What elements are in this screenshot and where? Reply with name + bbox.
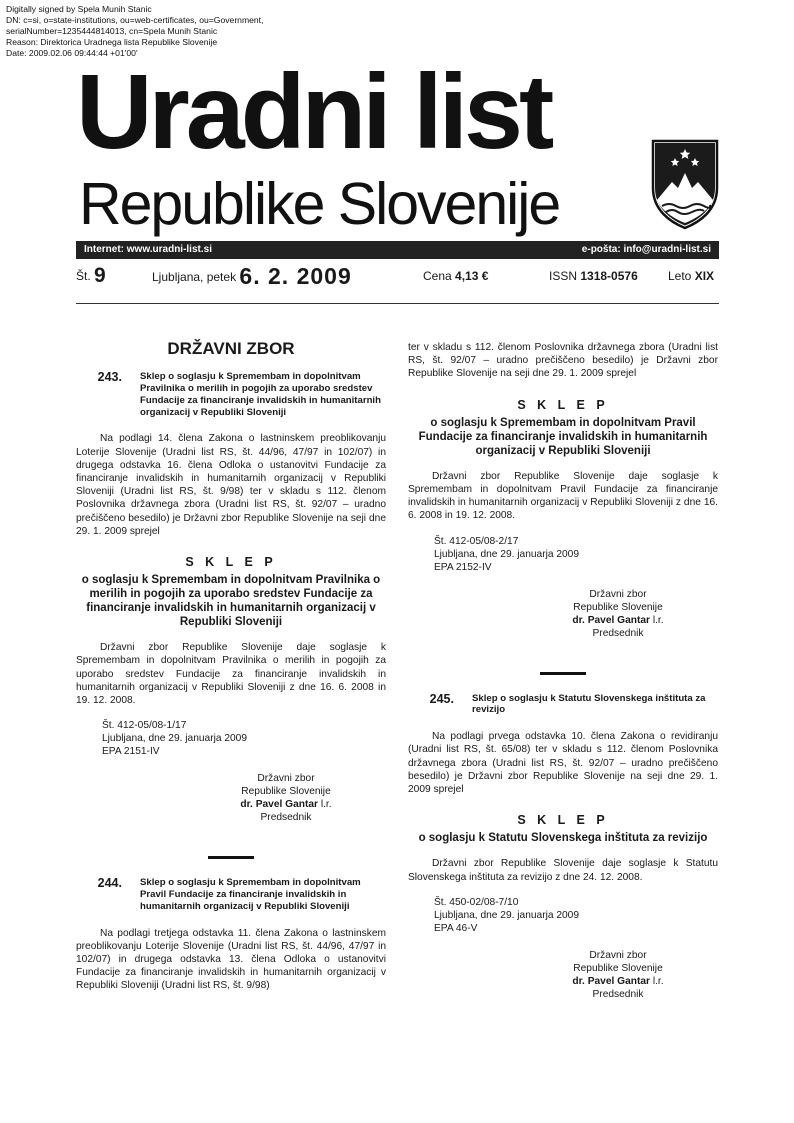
sklep-body: Državni zbor Republike Slovenije daje soglasje k Spremembam in dopolnitvam Pravilnika o merilih in pogojih za uporabo sredstev Fundacije za financiranje invalidskih in humanitarnih organizacij v Republiki Sloveniji z dne 16. 6. 2008 in 19. 12. 2008. xyxy=(76,642,386,707)
act-heading xyxy=(408,693,718,717)
digital-signature xyxy=(6,4,263,59)
reference-epa: EPA 2152-IV xyxy=(434,561,492,573)
sklep-heading: S K L E P xyxy=(517,813,609,828)
signer-line2: Republike Slovenije xyxy=(241,786,331,798)
reference-place-date: Ljubljana, dne 29. januarja 2009 xyxy=(102,733,248,745)
signature-line: Reason: Direktorica Uradnega lista Republike Slovenije xyxy=(6,37,218,47)
signature-block xyxy=(518,588,718,640)
act-intro: Na podlagi tretjega odstavka 11. člena Zakona o lastninskem preoblikovanju Loterije Slovenije (Uradni list RS, št. 44/96, 47/97 in 102/07) in drugega odstavka 13. člena Odloka o ustanovitvi Fundacije za financiranje invalidskih in humanitarnih organizacij v Republiki Sloveniji (Uradni list RS, št. 9/98) xyxy=(76,927,386,992)
signature-line: DN: c=si, o=state-institutions, ou=web-certificates, ou=Government, xyxy=(6,15,264,25)
header-rule xyxy=(76,303,719,304)
act-title: Sklep o soglasju k Spremembam in dopolnitvam Pravil Fundacije za financiranje invalidskih in humanitarnih organizacij v Republiki Sloveniji xyxy=(140,877,361,912)
right-column xyxy=(408,341,718,1001)
year-value: XIX xyxy=(694,269,715,283)
issue-price xyxy=(423,264,488,288)
act-divider xyxy=(208,856,254,859)
reference-number: Št. 412-05/08-1/17 xyxy=(102,720,187,732)
sklep-body: Državni zbor Republike Slovenije daje soglasje k Statutu Slovenskega inštituta za revizijo z dne 24. 12. 2008. xyxy=(408,858,718,883)
signer-name: dr. Pavel Gantar xyxy=(240,799,318,811)
signature-line: serialNumber=1235444814013, cn=Spela Munih Stanic xyxy=(6,26,218,36)
signer-suffix: l.r. xyxy=(320,799,332,811)
signature-line: Date: 2009.02.06 09:44:44 +01'00' xyxy=(6,48,138,58)
signer-name: dr. Pavel Gantar xyxy=(572,614,650,626)
reference-place-date: Ljubljana, dne 29. januarja 2009 xyxy=(434,909,580,921)
price-value: 4,13 € xyxy=(455,269,489,283)
price-label: Cena xyxy=(423,269,452,283)
issn-label: ISSN xyxy=(549,269,578,283)
signer-line1: Državni zbor xyxy=(589,588,647,600)
signer-role: Predsednik xyxy=(592,988,644,1000)
signer-line1: Državni zbor xyxy=(589,949,647,961)
signer-suffix: l.r. xyxy=(652,975,664,987)
sklep-subtitle: o soglasju k Spremembam in dopolnitvam Pravilnika o merilih in pogojih za uporabo sredstev Fundacije za financiranje invalidskih in humanitarnih organizacij v Republiki Sloveniji xyxy=(81,574,381,629)
issn-value: 1318-0576 xyxy=(580,269,638,283)
issue-number-label: Št. xyxy=(76,269,91,283)
masthead-title: Uradni list xyxy=(76,53,551,171)
issue-date xyxy=(152,264,352,289)
signer-suffix: l.r. xyxy=(652,614,664,626)
issue-number-value: 9 xyxy=(94,264,106,287)
signer-name: dr. Pavel Gantar xyxy=(572,975,650,987)
signer-role: Predsednik xyxy=(260,812,312,824)
signature-line: Digitally signed by Spela Munih Stanic xyxy=(6,4,152,14)
issue-place-day: Ljubljana, petek xyxy=(152,270,237,284)
signer-role: Predsednik xyxy=(592,627,644,639)
act-number: 243. xyxy=(97,370,122,385)
left-column xyxy=(76,320,386,993)
act-heading xyxy=(76,371,386,418)
act-intro-continued: ter v skladu s 112. členom Poslovnika državnega zbora (Uradni list RS, št. 92/07 – uradno prečiščeno besedilo) je Državni zbor Republike Slovenije na seji dne 29. 1. 2009 sprejel xyxy=(408,342,718,380)
signer-name-row xyxy=(186,798,386,811)
signer-line2: Republike Slovenije xyxy=(573,962,663,974)
act-title: Sklep o soglasju k Statutu Slovenskega inštituta za revizijo xyxy=(472,692,706,716)
reference-place-date: Ljubljana, dne 29. januarja 2009 xyxy=(434,548,580,560)
reference-epa: EPA 2151-IV xyxy=(102,746,160,758)
issue-date-value: 6. 2. 2009 xyxy=(239,263,352,289)
sklep-heading: S K L E P xyxy=(517,397,609,412)
reference-block xyxy=(434,896,718,935)
sklep-subtitle: o soglasju k Statutu Slovenskega inštituta za revizijo xyxy=(418,832,708,845)
contact-bar xyxy=(76,241,719,259)
sklep-subtitle: o soglasju k Spremembam in dopolnitvam Pravil Fundacije za financiranje invalidskih in humanitarnih organizacij v Republiki Sloveniji xyxy=(418,416,708,457)
signer-name-row xyxy=(518,614,718,627)
email-link[interactable]: e-pošta: info@uradni-list.si xyxy=(581,244,711,255)
sklep-body: Državni zbor Republike Slovenije daje soglasje k Spremembam in dopolnitvam Pravil Fundacije za financiranje invalidskih in humanitarnih organizacij v Republiki Sloveniji z dne 16. 6. 2008 in 19. 12. 2008. xyxy=(408,470,718,522)
signer-line1: Državni zbor xyxy=(257,773,315,785)
sklep-heading: S K L E P xyxy=(185,555,277,570)
signer-name-row xyxy=(518,975,718,988)
reference-number: Št. 412-05/08-2/17 xyxy=(434,535,519,547)
year-label: Leto xyxy=(668,269,692,283)
issue-issn xyxy=(549,264,638,288)
act-divider xyxy=(540,672,586,675)
act-number: 244. xyxy=(97,876,122,891)
internet-link[interactable]: Internet: www.uradni-list.si xyxy=(84,244,212,255)
signature-block xyxy=(518,949,718,1001)
act-heading xyxy=(76,877,386,912)
coat-of-arms-icon xyxy=(650,138,720,230)
reference-epa: EPA 46-V xyxy=(434,922,478,934)
reference-number: Št. 450-02/08-7/10 xyxy=(434,896,519,908)
section-title: DRŽAVNI ZBOR xyxy=(167,339,295,358)
signature-block xyxy=(186,772,386,824)
act-intro: Na podlagi prvega odstavka 10. člena Zakona o revidiranju (Uradni list RS, št. 65/08) ter v skladu s 112. členom Poslovnika državnega zbora (Uradni list RS, št. 92/07 – uradno prečiščeno besedilo) je Državni zbor Republike Slovenije na seji dne 29. 1. 2009 sprejel xyxy=(408,731,718,796)
act-title: Sklep o soglasju k Spremembam in dopolnitvam Pravilnika o merilih in pogojih za uporabo sredstev Fundacije za financiranje invalidskih in humanitarnih organizacij v Republiki Sloveniji xyxy=(140,371,381,418)
masthead-subtitle: Republike Slovenije xyxy=(79,171,560,237)
issue-year xyxy=(668,264,714,288)
issue-number xyxy=(76,264,106,288)
signer-line2: Republike Slovenije xyxy=(573,601,663,613)
reference-block xyxy=(434,535,718,574)
reference-block xyxy=(102,719,386,758)
act-intro: Na podlagi 14. člena Zakona o lastninskem preoblikovanju Loterije Slovenije (Uradni list RS, št. 44/96, 47/97 in 102/07) in drugega odstavka 16. člena Odloka o ustanovitvi Fundacije za financiranje invalidskih in humanitarnih organizacij v Republiki Sloveniji (Uradni list RS, št. 9/98) ter v skladu s 112. členom Poslovnika državnega zbora (Uradni list RS, št. 92/07 – uradno prečiščeno besedilo) je Državni zbor Republike Slovenije na seji dne 29. 1. 2009 sprejel xyxy=(76,433,386,537)
act-number: 245. xyxy=(429,691,454,706)
